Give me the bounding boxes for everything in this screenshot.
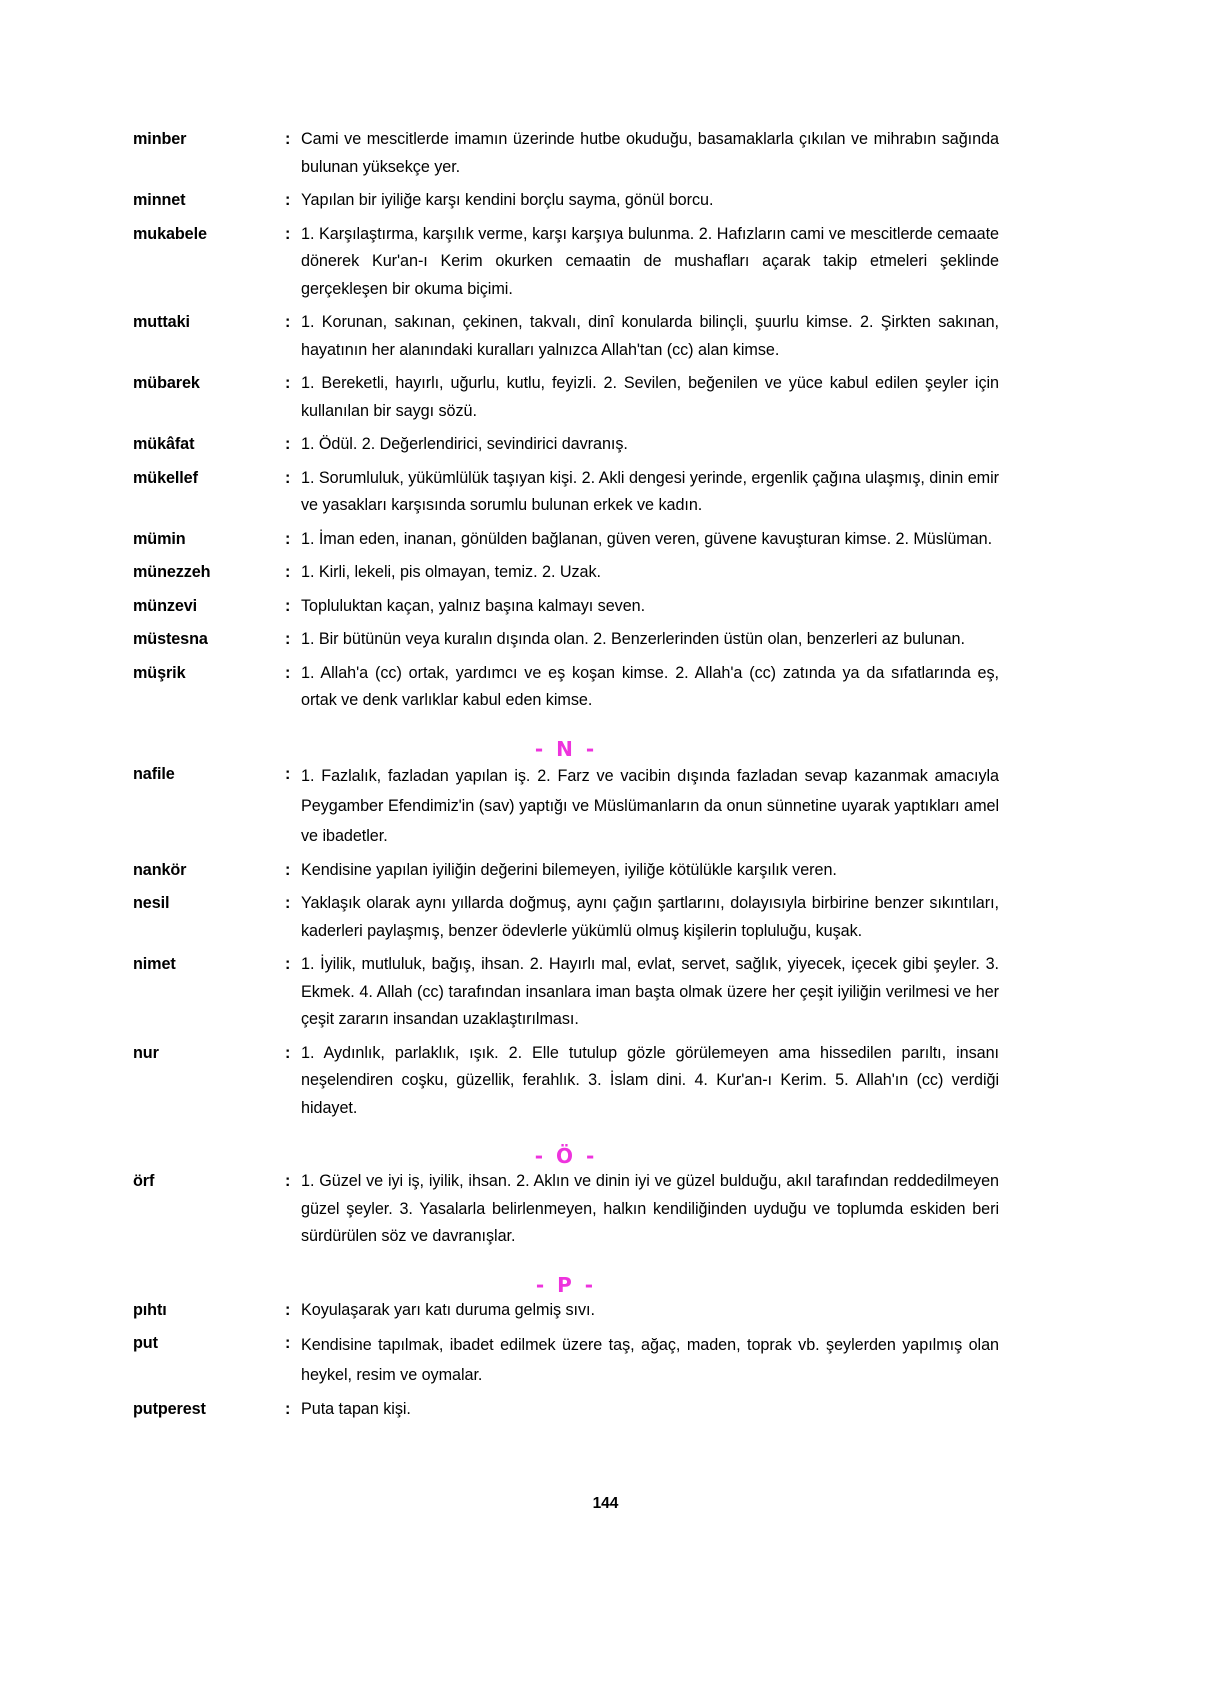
glossary-entry <box>133 626 999 660</box>
entry-term: mukabele <box>133 224 207 243</box>
section-spacer-cell <box>133 1128 999 1144</box>
entry-definition: 1. Bereketli, hayırlı, uğurlu, kutlu, feyizli. 2. Sevilen, beğenilen ve yüce kabul edilen şeyler için kullanılan bir saygı sözü. <box>301 374 999 420</box>
entry-separator: : <box>285 955 291 973</box>
glossary-entry <box>133 187 999 221</box>
entry-separator: : <box>285 1300 291 1319</box>
entry-term: minnet <box>133 191 186 209</box>
entry-definition: Kendisine yapılan iyiliğin değerini bilemeyen, iyiliğe kötülükle karşılık veren. <box>301 860 837 879</box>
entry-term: nesil <box>133 894 170 912</box>
entry-separator: : <box>285 663 291 682</box>
entry-term: mükâfat <box>133 435 195 453</box>
glossary-entry <box>133 1330 999 1396</box>
entry-term: münzevi <box>133 596 198 615</box>
section-heading-row <box>133 1144 999 1168</box>
entry-definition: Cami ve mescitlerde imamın üzerinde hutbe okuduğu, basamaklarla çıkılan ve mihrabın sağında bulunan yüksekçe yer. <box>301 130 999 176</box>
section-heading-row <box>133 1273 999 1297</box>
entry-definition: Puta tapan kişi. <box>301 1400 411 1418</box>
glossary-entry <box>133 431 999 465</box>
entry-term: mümin <box>133 529 186 548</box>
entry-definition: Topluluktan kaçan, yalnız başına kalmayı seven. <box>301 596 646 615</box>
glossary-entry <box>133 465 999 526</box>
entry-term: pıhtı <box>133 1300 167 1319</box>
entry-separator: : <box>285 435 291 453</box>
glossary-entry <box>133 660 999 721</box>
entry-term: nimet <box>133 955 176 973</box>
entry-term: örf <box>133 1172 155 1190</box>
entry-separator: : <box>285 894 291 912</box>
section-heading: - P - <box>535 1272 597 1297</box>
section-heading: - N - <box>534 736 598 761</box>
entry-definition: Kendisine tapılmak, ibadet edilmek üzere taş, ağaç, maden, toprak vb. şeylerden yapılmış olan heykel, resim ve oymalar. <box>301 1336 999 1384</box>
glossary-body <box>133 126 999 1430</box>
entry-separator: : <box>285 191 291 209</box>
entry-definition: 1. Güzel ve iyi iş, iyilik, ihsan. 2. Aklın ve dinin iyi ve güzel bulduğu, akıl tarafından reddedilmeyen güzel şeyler. 3. Yasalarla belirlenmeyen, halkın kendiliğinden uyduğu ve toplumda eskiden beri sürdürülen söz ve davranışlar. <box>301 1172 999 1245</box>
entry-term: minber <box>133 130 187 148</box>
entry-separator: : <box>285 563 291 581</box>
entry-definition: 1. Sorumluluk, yükümlülük taşıyan kişi. 2. Akli dengesi yerinde, ergenlik çağına ulaşmış, dinin emir ve yasakları karşısında sorumlu bulunan erkek ve kadın. <box>301 468 999 514</box>
entry-term: nur <box>133 1043 159 1062</box>
section-spacer <box>133 1128 999 1144</box>
entry-separator: : <box>285 529 291 548</box>
section-spacer-cell <box>133 721 999 737</box>
entry-separator: : <box>285 630 291 648</box>
entry-separator: : <box>285 1172 291 1190</box>
entry-definition: Yapılan bir iyiliğe karşı kendini borçlu sayma, gönül borcu. <box>301 191 714 209</box>
entry-separator: : <box>285 313 291 331</box>
entry-definition: Yaklaşık olarak aynı yıllarda doğmuş, aynı çağın şartlarını, dolayısıyla birbirine benzer sıkıntıları, kaderleri paylaşmış, benzer ödevlerle yükümlü olmuş kişilerin topluluğu, kuşak. <box>301 894 999 940</box>
glossary-entry <box>133 370 999 431</box>
entry-definition: 1. Bir bütünün veya kuralın dışında olan. 2. Benzerlerinden üstün olan, benzerleri az bulunan. <box>301 630 965 648</box>
entry-term: mübarek <box>133 374 200 392</box>
glossary-entry <box>133 309 999 370</box>
entry-separator: : <box>285 860 291 879</box>
glossary-entry <box>133 1396 999 1430</box>
entry-term: münezzeh <box>133 563 211 581</box>
section-spacer-cell <box>133 1257 999 1273</box>
entry-separator: : <box>285 374 291 392</box>
glossary-table <box>133 126 999 1430</box>
section-heading-row <box>133 737 999 761</box>
entry-separator: : <box>285 764 291 783</box>
entry-term: müşrik <box>133 663 186 682</box>
glossary-entry <box>133 1297 999 1331</box>
glossary-entry <box>133 559 999 593</box>
page-number: 144 <box>592 1495 619 1512</box>
glossary-entry <box>133 1040 999 1129</box>
entry-separator: : <box>285 1334 291 1352</box>
glossary-entry <box>133 593 999 627</box>
entry-term: putperest <box>133 1400 206 1418</box>
entry-definition: 1. Allah'a (cc) ortak, yardımcı ve eş koşan kimse. 2. Allah'a (cc) zatında ya da sıfatlarında eş, ortak ve denk varlıklar kabul eden kimse. <box>301 663 999 709</box>
entry-term: muttaki <box>133 313 190 331</box>
entry-separator: : <box>285 1043 291 1062</box>
section-heading: - Ö - <box>534 1144 598 1168</box>
entry-separator: : <box>285 130 291 148</box>
section-spacer <box>133 1257 999 1273</box>
entry-term: put <box>133 1334 158 1352</box>
glossary-entry <box>133 890 999 951</box>
entry-separator: : <box>285 596 291 615</box>
glossary-entry <box>133 1168 999 1257</box>
entry-term: mükellef <box>133 468 198 487</box>
entry-definition: 1. Aydınlık, parlaklık, ışık. 2. Elle tutulup gözle görülemeyen ama hissedilen parıltı, insanı neşelendiren coşku, güzellik, ferahlık. 3. İslam dini. 4. Kur'an-ı Kerim. 5. Allah'ın (cc) verdiği hidayet. <box>301 1043 999 1117</box>
glossary-entry <box>133 221 999 310</box>
entry-definition: 1. Ödül. 2. Değerlendirici, sevindirici davranış. <box>301 435 628 453</box>
glossary-entry <box>133 951 999 1040</box>
glossary-entry <box>133 857 999 891</box>
entry-definition: 1. Kirli, lekeli, pis olmayan, temiz. 2. Uzak. <box>301 563 601 581</box>
glossary-entry <box>133 126 999 187</box>
entry-separator: : <box>285 224 291 243</box>
entry-term: nankör <box>133 860 187 879</box>
section-spacer <box>133 721 999 737</box>
entry-separator: : <box>285 1400 291 1418</box>
entry-term: nafile <box>133 764 175 783</box>
entry-definition: 1. Fazlalık, fazladan yapılan iş. 2. Farz ve vacibin dışında fazladan sevap kazanmak amacıyla Peygamber Efendimiz'in (sav) yaptığı ve Müslümanların da onun sünnetine uyarak yaptıkları amel ve ibadetler. <box>301 766 999 845</box>
glossary-entry <box>133 526 999 560</box>
glossary-entry <box>133 761 999 857</box>
entry-definition: 1. Karşılaştırma, karşılık verme, karşı karşıya bulunma. 2. Hafızların cami ve mescitlerde cemaate dönerek Kur'an-ı Kerim okurken cemaatin de mushafları açarak takip etmeleri şeklinde gerçekleşen bir okuma biçimi. <box>301 224 999 298</box>
entry-definition: 1. Korunan, sakınan, çekinen, takvalı, dinî konularda bilinçli, şuurlu kimse. 2. Şirkten sakınan, hayatının her alanındaki kuralları yalnızca Allah'tan (cc) alan kimse. <box>301 313 999 359</box>
glossary-content <box>133 126 999 1430</box>
entry-definition: 1. İman eden, inanan, gönülden bağlanan, güven veren, güvene kavuşturan kimse. 2. Müslüman. <box>301 529 993 548</box>
entry-term: müstesna <box>133 630 208 648</box>
entry-definition: 1. İyilik, mutluluk, bağış, ihsan. 2. Hayırlı mal, evlat, servet, sağlık, yiyecek, içecek gibi şeyler. 3. Ekmek. 4. Allah (cc) tarafından insanlara iman başta olmak üzere her çeşit iyiliğin verilmesi ve her çeşit zararın insandan uzaklaştırılması. <box>301 955 999 1028</box>
entry-separator: : <box>285 468 291 487</box>
entry-definition: Koyulaşarak yarı katı duruma gelmiş sıvı. <box>301 1300 595 1319</box>
